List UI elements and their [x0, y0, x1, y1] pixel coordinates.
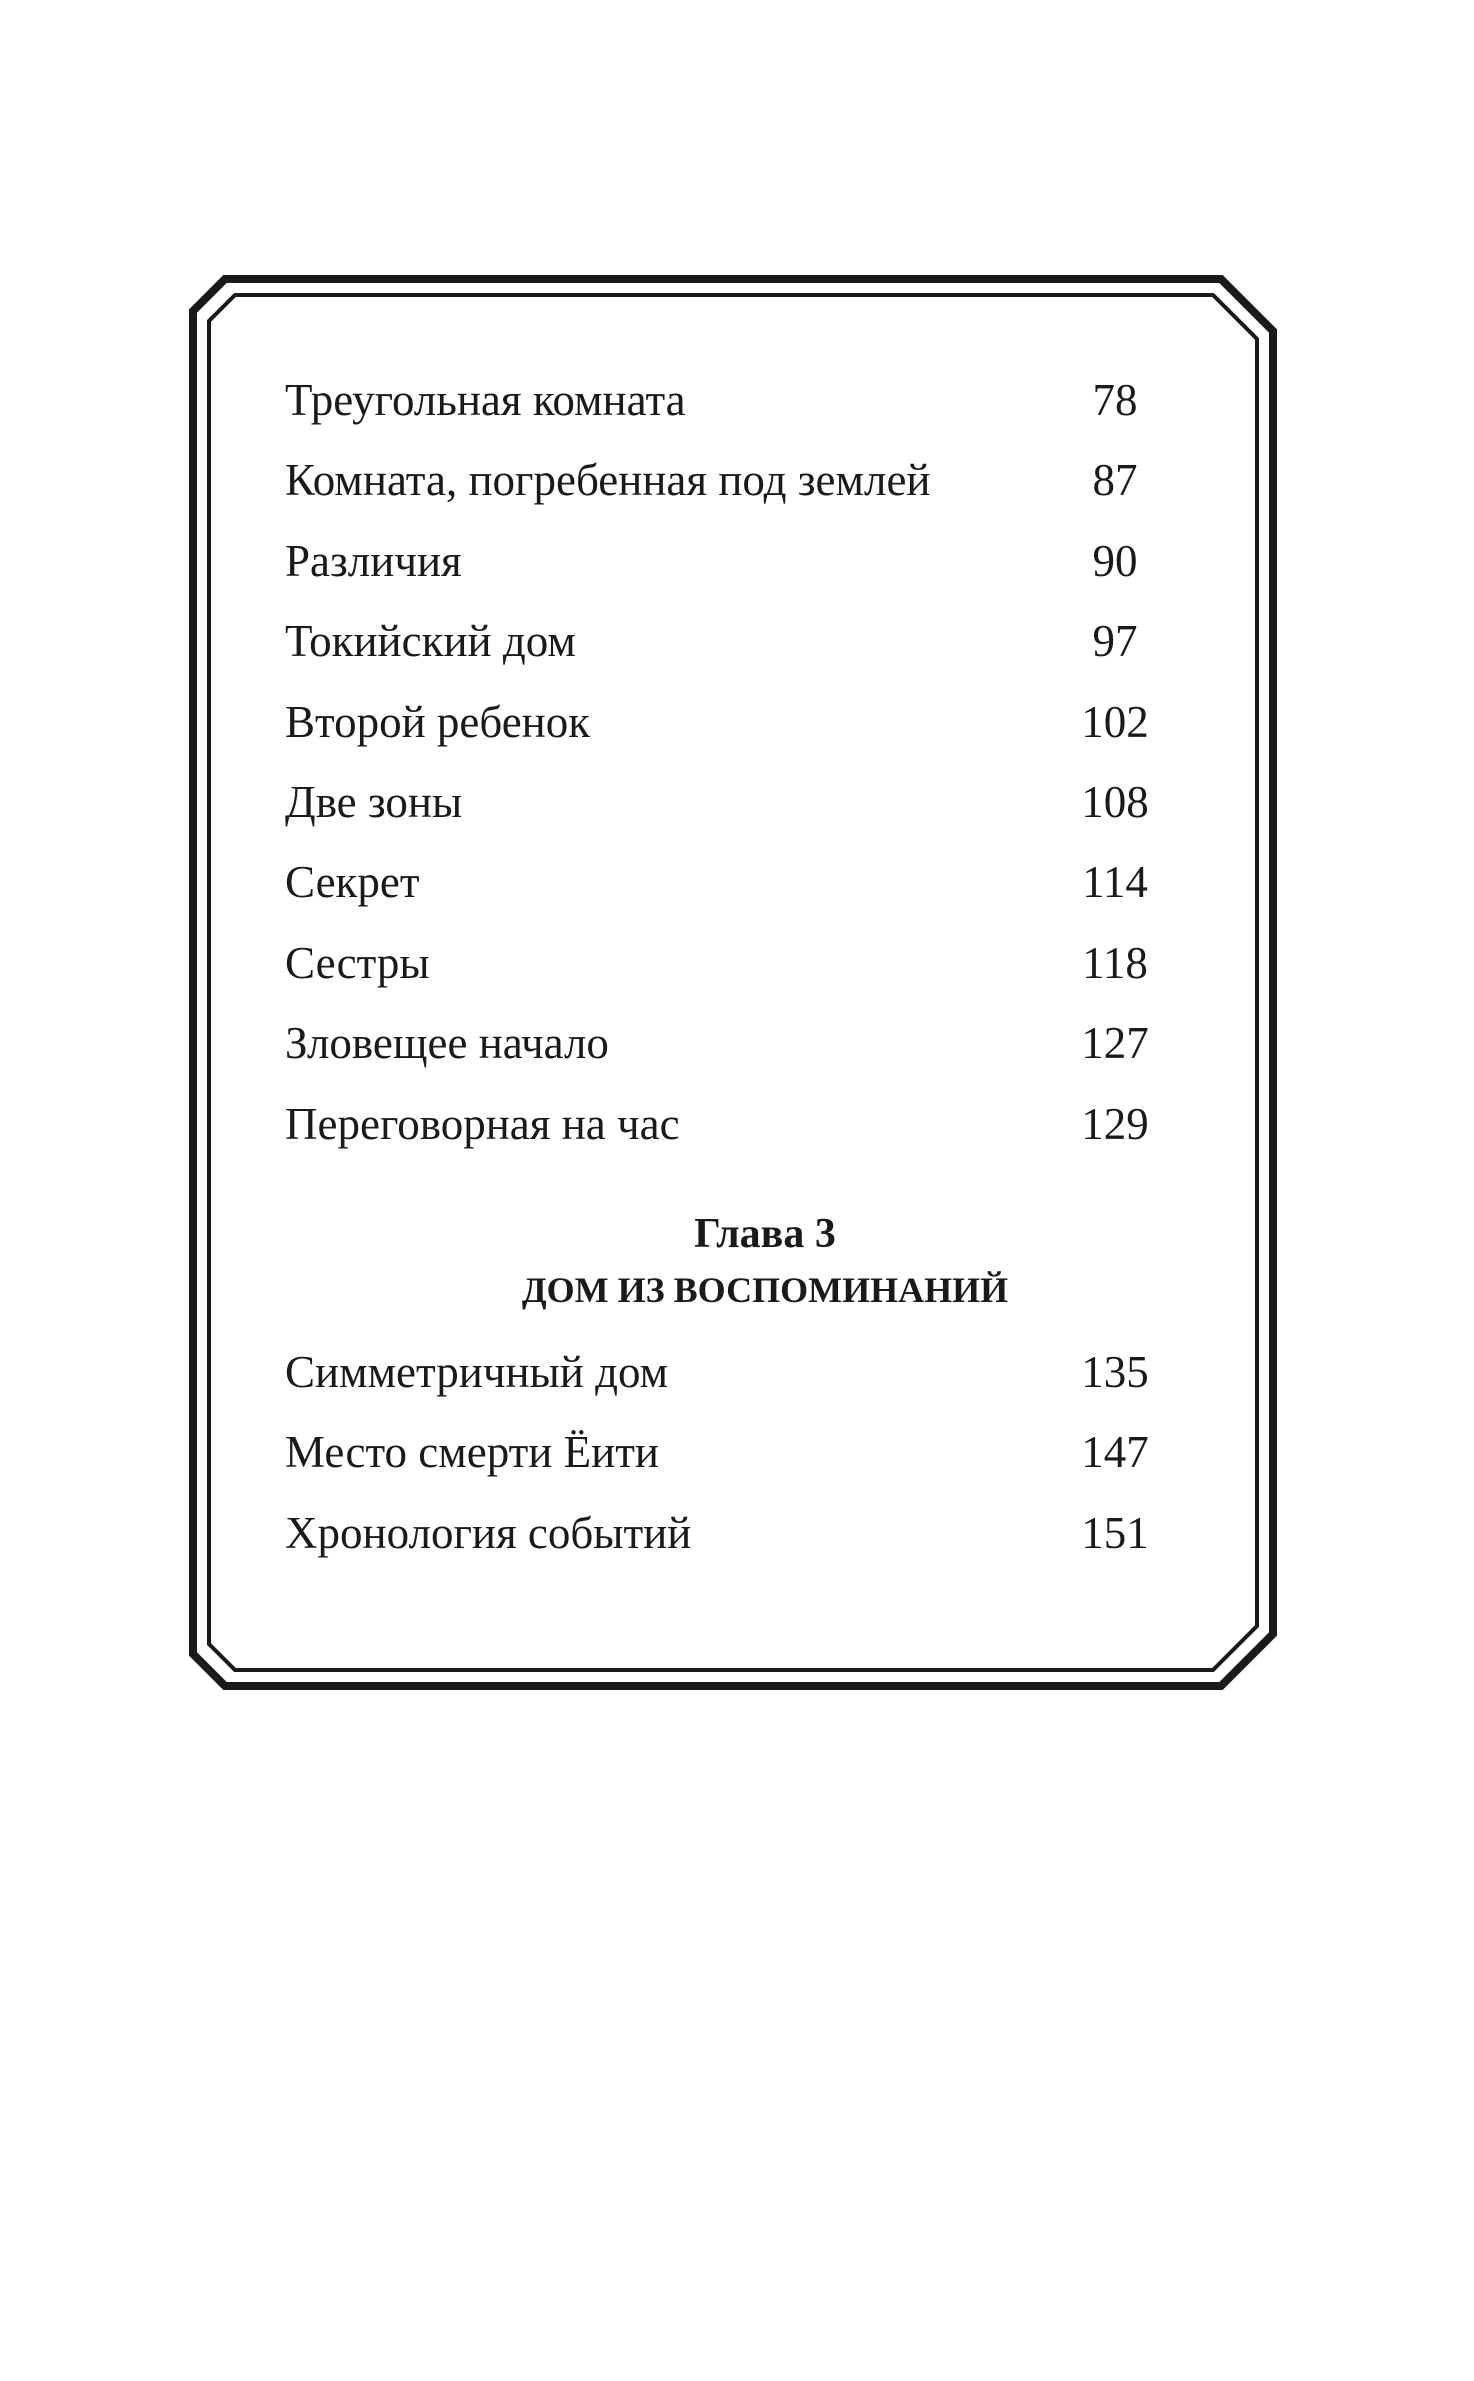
toc-entry-page: 78: [1092, 375, 1138, 425]
toc-section-after: [285, 1340, 1185, 1581]
toc-entry: [285, 1420, 1185, 1500]
toc-section-before: [285, 368, 1185, 1172]
chapter-title: Глава 3: [694, 1210, 836, 1257]
toc-entry-page: 90: [1092, 535, 1138, 586]
toc-entry-title: Переговорная на час: [285, 1098, 680, 1149]
toc-entry-title: Хронология событий: [285, 1507, 692, 1558]
toc-entry-page: 147: [1081, 1427, 1149, 1478]
toc-entry-page: 118: [1082, 937, 1148, 988]
toc-entry: [285, 1501, 1185, 1581]
toc-entry: [285, 850, 1185, 930]
toc-entry-page: 135: [1081, 1346, 1149, 1397]
toc-entry: [285, 448, 1185, 528]
toc-entry-title: Различия: [285, 535, 462, 586]
toc-entry-title: Комната, погребенная под землей: [285, 455, 931, 506]
toc-entry: [285, 1340, 1185, 1420]
table-of-contents: [285, 368, 1185, 1581]
toc-entry-page: 114: [1082, 857, 1148, 908]
toc-entry: [285, 770, 1185, 850]
toc-entry: [285, 609, 1185, 689]
toc-entry-title: Секрет: [285, 857, 420, 908]
toc-entry-page: 108: [1081, 776, 1149, 827]
toc-entry-title: Токийский дом: [285, 616, 576, 667]
toc-entry: [285, 529, 1185, 609]
toc-entry-page: 127: [1081, 1018, 1149, 1069]
toc-entry: [285, 368, 1185, 448]
chapter-heading: [285, 1204, 1185, 1316]
chapter-subtitle: ДОМ ИЗ ВОСПОМИНАНИЙ: [521, 1269, 1009, 1310]
toc-entry-title: Второй ребенок: [285, 696, 591, 747]
toc-entry: [285, 1011, 1185, 1091]
toc-entry-title: Симметричный дом: [285, 1346, 669, 1397]
toc-entry: [285, 931, 1185, 1011]
toc-entry-title: Место смерти Ёити: [285, 1427, 659, 1478]
toc-entry-title: Треугольная комната: [285, 375, 686, 425]
toc-entry-title: Зловещее начало: [285, 1018, 609, 1069]
toc-entry: [285, 1092, 1185, 1172]
toc-entry-title: Сестры: [285, 937, 430, 988]
toc-entry: [285, 690, 1185, 770]
toc-entry-page: 97: [1092, 616, 1138, 667]
toc-entry-page: 102: [1081, 696, 1149, 747]
toc-entry-page: 151: [1081, 1507, 1149, 1558]
toc-entry-title: Две зоны: [285, 776, 463, 827]
toc-entry-page: 87: [1092, 455, 1138, 506]
toc-entry-page: 129: [1081, 1098, 1149, 1149]
